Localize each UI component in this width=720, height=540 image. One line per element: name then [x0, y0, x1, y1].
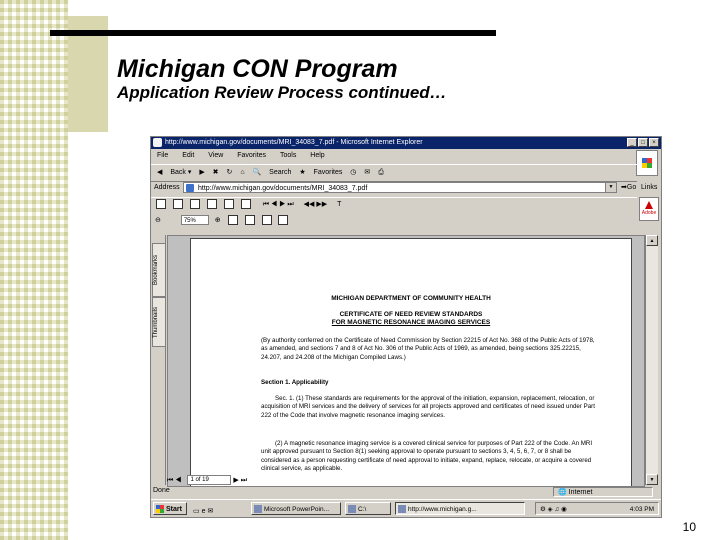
links-button[interactable]: Links	[641, 184, 658, 191]
last-page-button[interactable]: ⏭	[287, 201, 294, 208]
tray-icons: ⚙ ◈ ♫ ◉	[540, 506, 567, 513]
nav-prev-icon[interactable]: ◀	[175, 477, 182, 484]
first-page-button[interactable]: ⏮	[262, 201, 270, 208]
refresh-button[interactable]: ↻	[226, 169, 233, 176]
address-input[interactable]: http://www.michigan.gov/documents/MRI_34083_7.pdf ▼	[183, 182, 617, 193]
desktop-icon[interactable]: ▭	[193, 508, 200, 515]
hand-tool-icon[interactable]	[207, 199, 217, 209]
clock: 4:03 PM	[629, 506, 654, 513]
nav-next-icon[interactable]: ▶	[233, 477, 239, 484]
page-number: 10	[682, 520, 696, 534]
status-text: Done	[153, 487, 170, 494]
acrobat-toolbar	[151, 197, 637, 212]
minimize-button[interactable]: _	[627, 138, 637, 147]
task-browser[interactable]: http://www.michigan.g...	[395, 502, 525, 515]
menu-edit[interactable]: Edit	[182, 152, 195, 159]
save-copy-icon[interactable]	[156, 199, 166, 209]
task-powerpoint[interactable]: Microsoft PowerPoin...	[251, 502, 341, 515]
pdf-page	[190, 238, 632, 487]
taskbar	[151, 499, 661, 518]
print-button[interactable]: ⎙	[378, 169, 384, 176]
document-heading: CERTIFICATE OF NEED REVIEW STANDARDS	[339, 311, 483, 318]
document-department: MICHIGAN DEPARTMENT OF COMMUNITY HEALTH	[331, 295, 491, 302]
menu-favorites[interactable]: Favorites	[237, 152, 267, 159]
adobe-logo: Adobe	[639, 197, 659, 221]
paragraph-2: (2) A magnetic resonance imaging service is a covered clinical service for purposes of Part 222 of the Code. An MRI unit approved pursuant to Section 8(1) seeking approval to operate pursuant to sections 3, 4, 5, 6, 7, or 8 shall be considered as a person requesting certificate of need approval to initiate, expand, replace, relocate, or acquire a covered clinical service, as applicable.	[261, 440, 593, 472]
menu-help[interactable]: Help	[310, 152, 325, 159]
zoom-tool-icon[interactable]	[241, 199, 251, 209]
fit-width-icon[interactable]	[262, 215, 272, 225]
text-tool-icon[interactable]: T	[337, 201, 342, 208]
prev-page-button[interactable]: ◀	[270, 201, 278, 208]
tab-bookmarks[interactable]: Bookmarks	[152, 243, 166, 297]
scroll-down-icon[interactable]: ▼	[646, 474, 658, 485]
ie-quick-icon[interactable]: e	[201, 508, 206, 515]
outlook-icon[interactable]: ✉	[207, 508, 214, 515]
vertical-scrollbar[interactable]	[645, 235, 658, 485]
paragraph-1: Sec. 1. (1) These standards are requirements for the approval of the initiation, expansion, replacement, relocation, or acquisition of MRI services and the delivery of services for all projects approved and certificates of need issued under Part 222 of the Code that involve magnetic resonance imaging services.	[261, 395, 595, 419]
document-subheading: FOR MAGNETIC RESONANCE IMAGING SERVICES	[331, 319, 491, 326]
browser-screenshot	[150, 136, 662, 518]
maximize-button[interactable]: □	[638, 138, 648, 147]
search-pdf-icon[interactable]	[190, 199, 200, 209]
go-back-view-button[interactable]: ◀◀	[303, 201, 315, 208]
favorites-button[interactable]: ★ Favorites	[299, 169, 343, 176]
fit-page-icon[interactable]	[245, 215, 255, 225]
decorative-stripes	[0, 0, 68, 540]
print-pdf-icon[interactable]	[173, 199, 183, 209]
menu-tools[interactable]: Tools	[280, 152, 297, 159]
slide-title: Michigan CON Program	[117, 55, 398, 83]
next-page-button[interactable]: ▶	[279, 201, 286, 208]
address-label: Address	[154, 184, 180, 191]
stop-button[interactable]: ✖	[212, 169, 219, 176]
window-title: http://www.michigan.gov/documents/MRI_34083_7.pdf - Microsoft Internet Explorer	[165, 139, 423, 146]
address-dropdown-icon[interactable]: ▼	[605, 183, 616, 192]
pdf-page-nav	[167, 475, 661, 486]
close-button[interactable]: ×	[649, 138, 659, 147]
document-authority: (By authority conferred on the Certificate of Need Commission by Section 22215 of Act No. 368 of the Public Acts of 1978, as amended, and sections 7 and 8 of Act No. 306 of the Public Acts of 1969, as amended, being sections 325.22215, 24.207, and 24.208 of the Michigan Compiled Laws.)	[261, 337, 595, 361]
slide-subtitle: Application Review Process continued…	[117, 83, 447, 102]
windows-logo-icon	[636, 150, 658, 176]
acrobat-view-toolbar	[151, 213, 637, 229]
status-zone: 🌐 Internet	[553, 487, 653, 497]
zoom-input[interactable]: 75%	[181, 215, 209, 225]
page-indicator[interactable]: 1 of 19	[187, 475, 231, 485]
menu-view[interactable]: View	[208, 152, 224, 159]
actual-size-icon[interactable]	[228, 215, 238, 225]
pdf-sidebar	[151, 235, 166, 485]
task-explorer[interactable]: C:\	[345, 502, 391, 515]
search-button[interactable]: 🔍 Search	[252, 169, 292, 176]
scroll-up-icon[interactable]: ▲	[646, 235, 658, 246]
rotate-icon[interactable]	[278, 215, 288, 225]
start-button[interactable]: Start	[153, 502, 187, 515]
back-button[interactable]: ◀ Back ▾	[157, 169, 192, 176]
go-button[interactable]: ➡Go	[621, 184, 637, 191]
zoom-in-icon[interactable]: ⊕	[214, 217, 221, 224]
tab-thumbnails[interactable]: Thumbnails	[152, 297, 166, 347]
forward-button[interactable]: ▶	[199, 169, 205, 176]
browser-toolbar	[151, 164, 637, 182]
select-text-icon[interactable]	[224, 199, 234, 209]
system-tray	[535, 502, 659, 515]
go-forward-view-button[interactable]: ▶▶	[316, 201, 328, 208]
nav-first-icon[interactable]: ⏮	[167, 477, 174, 484]
zoom-out-icon[interactable]: ⊖	[155, 217, 161, 224]
menu-file[interactable]: File	[157, 152, 169, 159]
address-bar	[151, 181, 661, 195]
home-button[interactable]: ⌂	[240, 169, 245, 176]
title-rule	[50, 30, 496, 36]
ie-icon	[153, 138, 162, 147]
browser-title-bar	[151, 137, 661, 149]
mail-button[interactable]: ✉	[364, 169, 371, 176]
status-bar	[151, 487, 661, 498]
section-title: Section 1. Applicability	[261, 379, 329, 386]
history-button[interactable]: ◷	[350, 169, 357, 176]
pdf-canvas	[167, 235, 645, 487]
quick-launch	[193, 503, 213, 518]
nav-last-icon[interactable]: ⏭	[240, 477, 248, 484]
menu-bar	[151, 150, 661, 162]
